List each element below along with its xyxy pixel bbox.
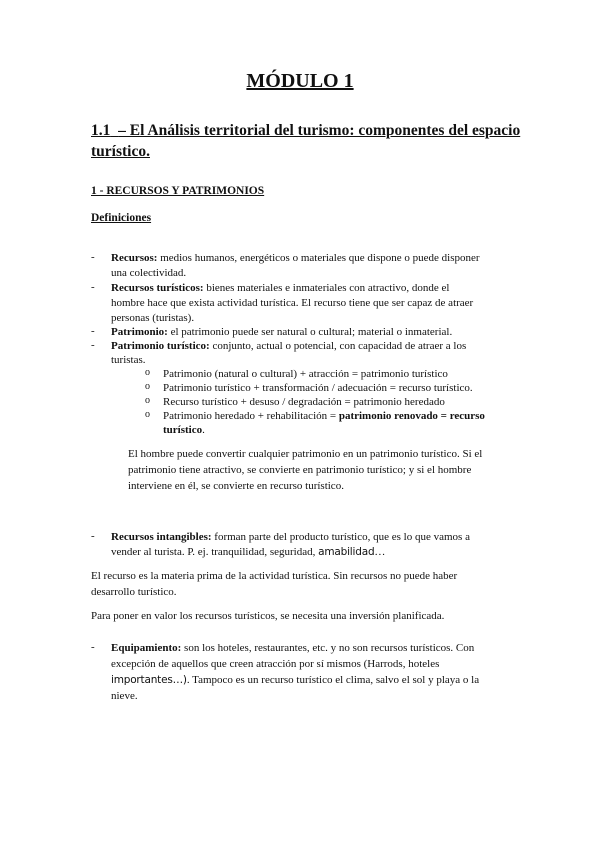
term: Patrimonio turístico: [111,340,210,352]
def-equipamiento-cont: excepción de aquellos que creen atracción por sí mismos (Harrods, hoteles [111,658,440,670]
term: Equipamiento: [111,642,182,654]
term: Recursos turísticos: [111,282,204,294]
def-patrimonio-turistico-cont: turistas. [111,354,146,366]
circle-bullet: o [145,381,150,392]
term: Patrimonio: [111,326,168,338]
bullet-dash: - [91,251,95,263]
section-title: – El Análisis territorial del turismo: componentes del espacio [118,122,521,139]
def-recursos-cont: una colectividad. [111,267,187,279]
def-recursos [111,251,480,265]
sub-item: Patrimonio turístico + transformación / adecuación = recurso turístico. [163,382,473,394]
sub-item: Patrimonio (natural o cultural) + atracción = patrimonio turístico [163,368,448,380]
def-equipamiento-cont [111,673,479,687]
def-equipamiento-cont: nieve. [111,690,138,702]
def-text: medios humanos, energéticos o materiales que dispone o puede disponer [157,252,480,264]
handwritten-word: importantes…) [111,674,187,686]
subsection-heading: 1 - RECURSOS Y PATRIMONIOS [91,185,265,197]
paragraph-line: Para poner en valor los recursos turísticos, se necesita una inversión planificada. [91,610,445,622]
def-text: el patrimonio puede ser natural o cultural; material o inmaterial. [167,326,453,338]
definitions-heading: Definiciones [91,212,152,224]
def-patrimonio [111,325,452,339]
sub-item-bold: patrimonio renovado = recurso [338,410,485,422]
def-recursos-turisticos-cont: personas (turistas). [111,312,195,324]
def-recursos-turisticos-cont: hombre hace que exista actividad turística. El recurso tiene que ser capaz de atraer [111,297,474,309]
def-text: vender al turista. P. ej. tranquilidad, seguridad, [111,546,319,558]
sub-item-cont [163,423,205,437]
bullet-dash: - [91,325,95,337]
paragraph-line: El recurso es la materia prima de la actividad turística. Sin recursos no puede haber [91,570,458,582]
sub-item-bold: turístico [163,424,203,436]
bullet-dash: - [91,530,95,542]
paragraph-line: desarrollo turístico. [91,586,177,598]
bullet-dash: - [91,339,95,351]
def-recursos-turisticos [111,281,449,295]
handwritten-word: amabilidad [318,546,375,558]
sub-item [163,409,485,423]
page-title: MÓDULO 1 [246,70,354,92]
section-number: 1.1 [91,122,111,139]
term: Recursos intangibles: [111,531,212,543]
circle-bullet: o [145,395,150,406]
section-heading-cont: turístico. [91,143,150,160]
note-line: El hombre puede convertir cualquier patrimonio en un patrimonio turístico. Si el [128,448,483,460]
note-line: interviene en él, se convierte en recurso turístico. [128,480,344,492]
bullet-dash: - [91,641,95,653]
def-equipamiento [111,641,474,655]
def-recursos-intangibles-cont [111,545,385,559]
section-heading [91,122,520,140]
circle-bullet: o [145,367,150,378]
sub-item-text: Patrimonio heredado + rehabilitación = [163,410,339,422]
note-line: patrimonio tiene atractivo, se convierte en patrimonio turístico; y si el hombre [128,464,472,476]
sub-item: Recurso turístico + desuso / degradación = patrimonio heredado [163,396,445,408]
def-text: … [374,546,386,558]
def-patrimonio-turistico [111,339,466,353]
term: Recursos: [111,252,158,264]
def-recursos-intangibles [111,530,470,544]
def-text: conjunto, actual o potencial, con capacidad de atraer a los [209,340,467,352]
def-text: bienes materiales e inmateriales con atractivo, donde el [203,282,450,294]
circle-bullet: o [145,409,150,420]
def-text: forman parte del producto turístico, que es lo que vamos a [211,531,470,543]
def-text: . Tampoco es un recurso turístico el clima, salvo el sol y playa o la [186,674,480,686]
def-text: son los hoteles, restaurantes, etc. y no son recursos turísticos. Con [181,642,475,654]
sub-item-text: . [202,424,205,436]
bullet-dash: - [91,281,95,293]
